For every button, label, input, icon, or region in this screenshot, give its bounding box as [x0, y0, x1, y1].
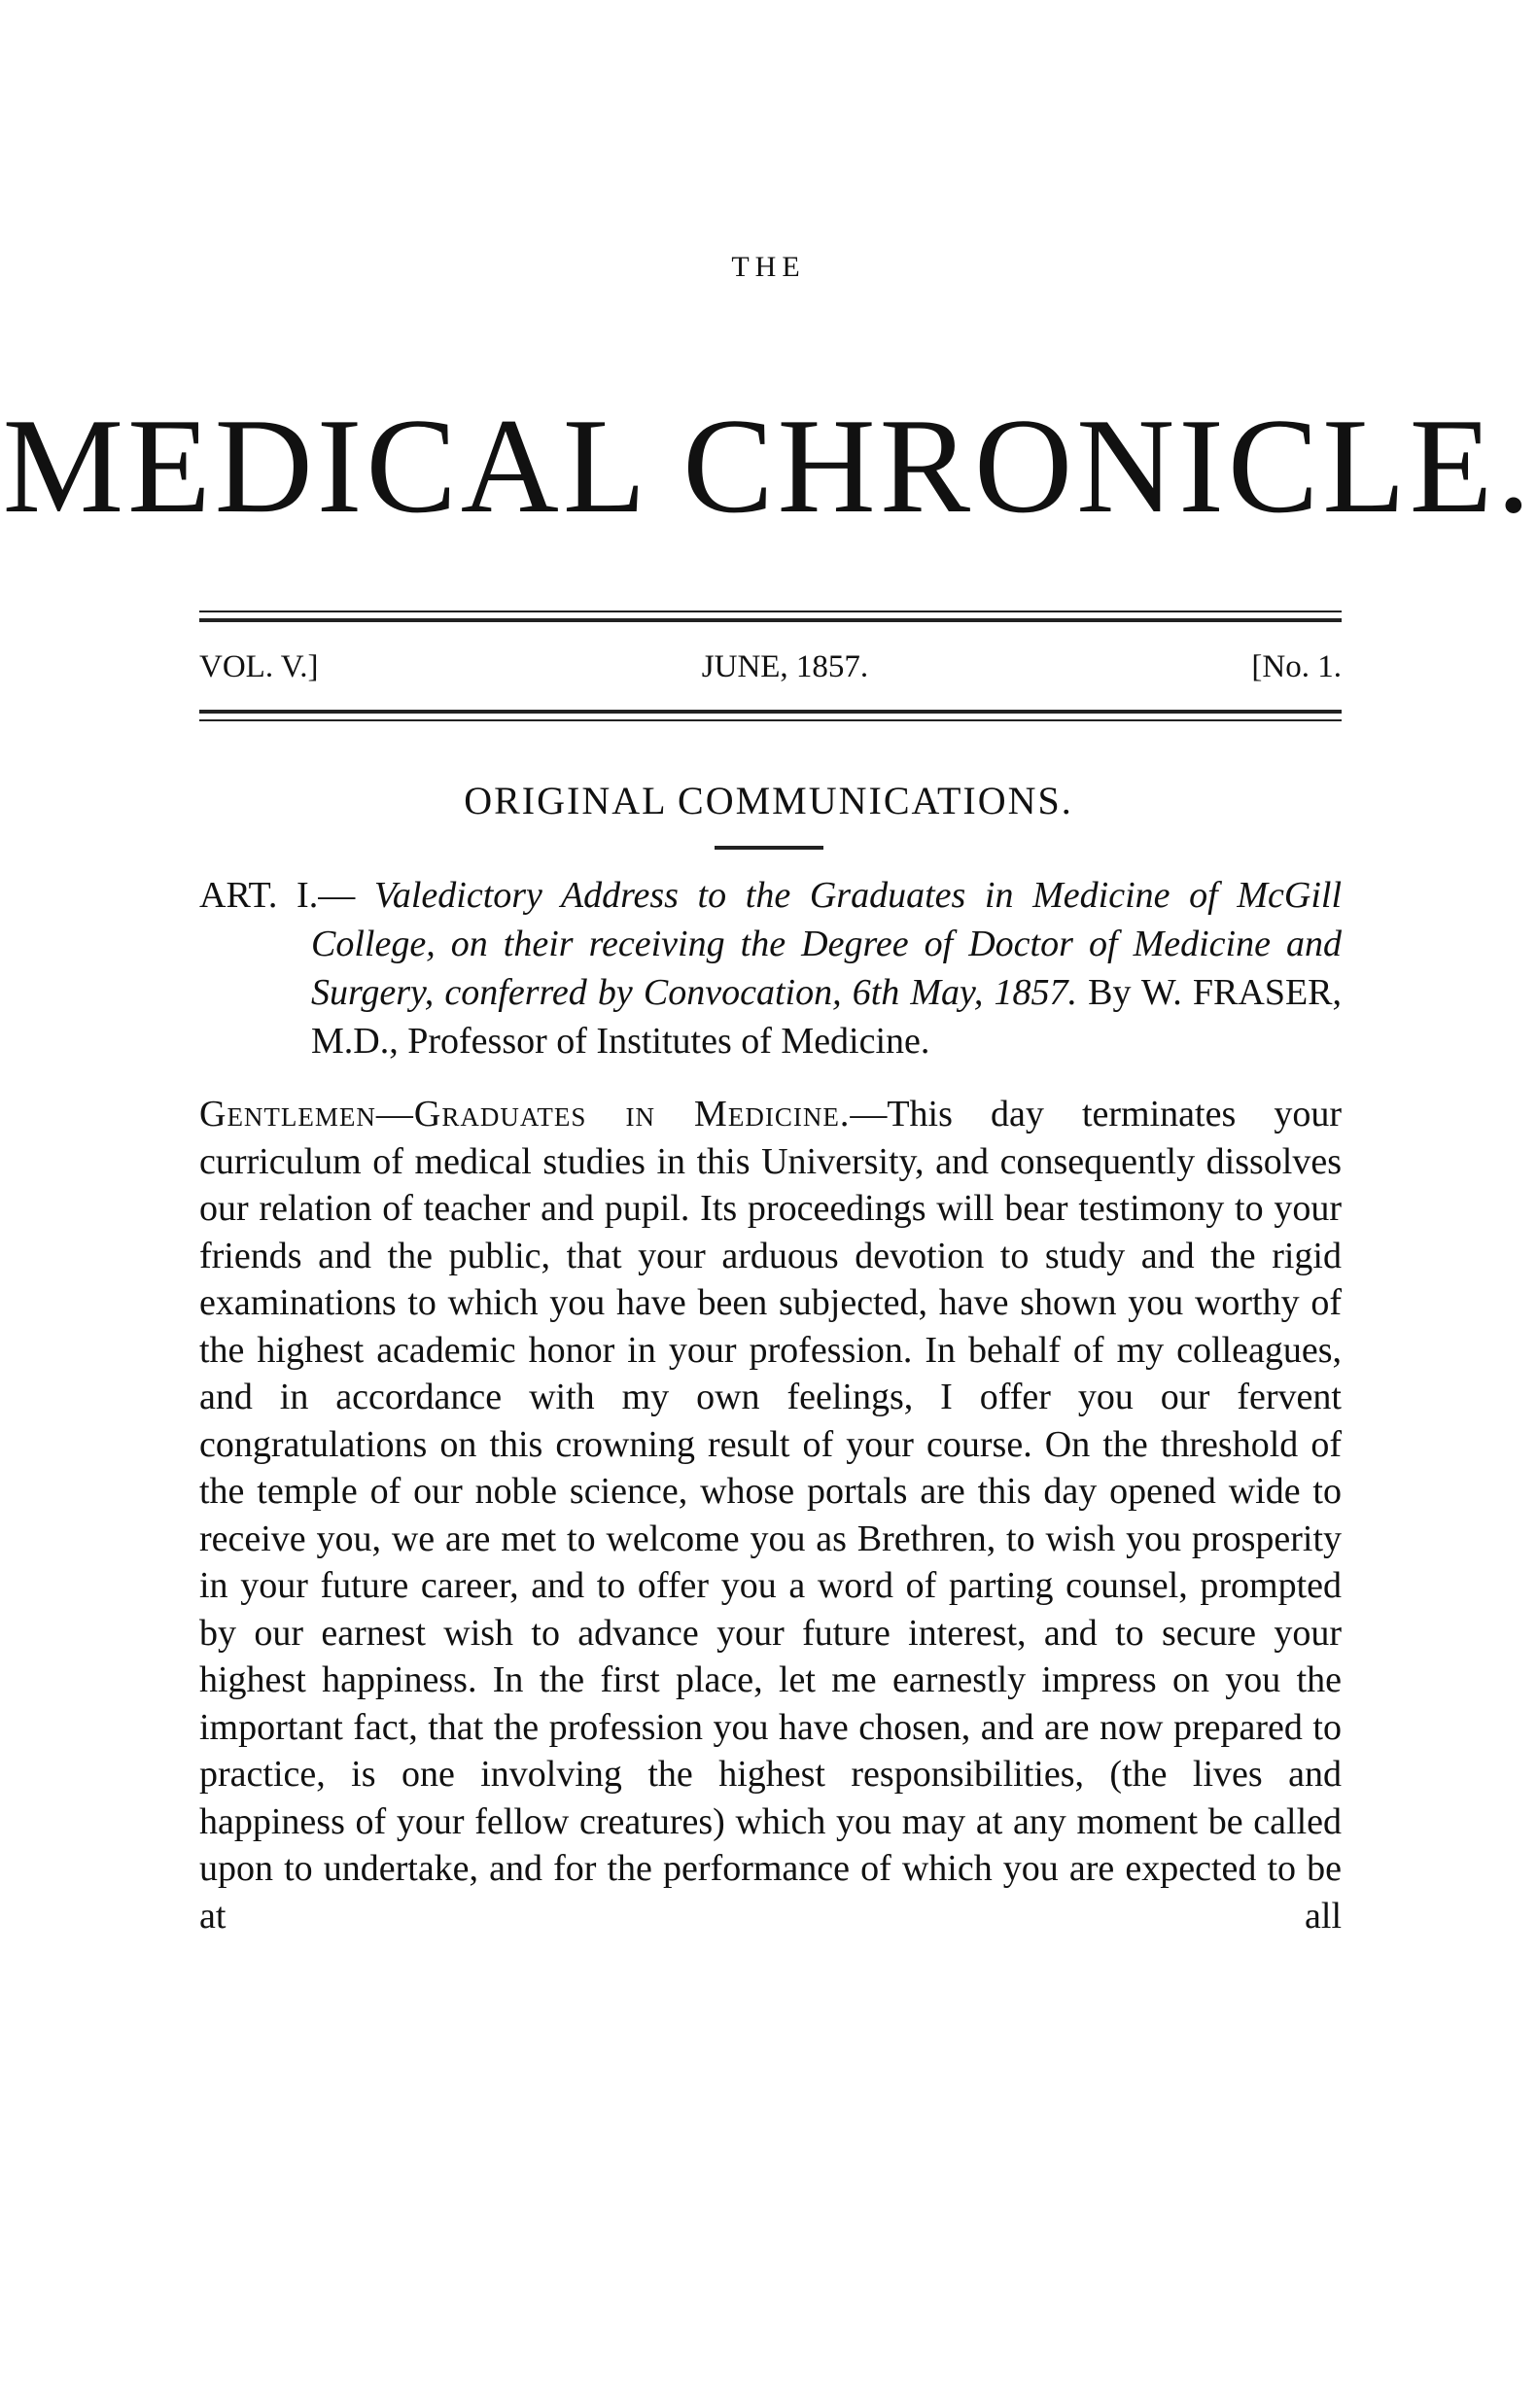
article-label: ART. I.—	[199, 875, 356, 916]
issue-date: JUNE, 1857.	[701, 649, 869, 684]
salutation: Gentlemen—Graduates in Medicine.	[199, 1094, 851, 1134]
issue-number: [No. 1.	[1251, 649, 1342, 684]
article-author: By W. FRASER, M.D., Professor of Institutes of Medicine.	[311, 972, 1343, 1062]
article-heading	[199, 871, 1342, 1065]
article-body	[199, 1091, 1342, 1939]
volume-label: VOL. V.]	[199, 649, 319, 684]
journal-title: MEDICAL CHRONICLE.	[2, 391, 1535, 541]
top-double-rule	[199, 611, 1342, 628]
section-heading: ORIGINAL COMMUNICATIONS.	[464, 779, 1073, 822]
body-paragraph: —This day terminates your curriculum of medical studies in this University, and consequently dissolves our relation of teacher and pupil. Its proceedings will bear testimony to your friends and the public, that your arduous devotion to study and the rigid examinations to which you have been subjected, have shown you worthy of the highest academic honor in your profession. In behalf of my colleagues, and in accordance with my own feelings, I offer you our fervent congratulations on this crowning result of your course. On the threshold of the temple of our noble science, whose portals are this day opened wide to receive you, we are met to welcome you as Brethren, to wish you prosperity in your future career, and to offer you a word of parting counsel, prompted by our earnest wish to advance your future interest, and to secure your highest happiness. In the first place, let me earnestly impress on you the important fact, that the profession you have chosen, and are now prepared to practice, is one involving the highest responsibilities, (the lives and happiness of your fellow creatures) which you may at any moment be called upon to undertake, and for the performance of which you are expected to be at all	[199, 1094, 1342, 1937]
issue-line	[199, 649, 1342, 685]
journal-the: THE	[731, 251, 806, 283]
bottom-double-rule	[199, 710, 1342, 727]
section-divider	[715, 846, 823, 850]
article-title: Valedictory Address to the Graduates in Medicine of McGill College, on their receiving the Degree of Doctor of Medicine and Surgery, conferred by Convocation, 6th May, 1857.	[311, 875, 1342, 1013]
